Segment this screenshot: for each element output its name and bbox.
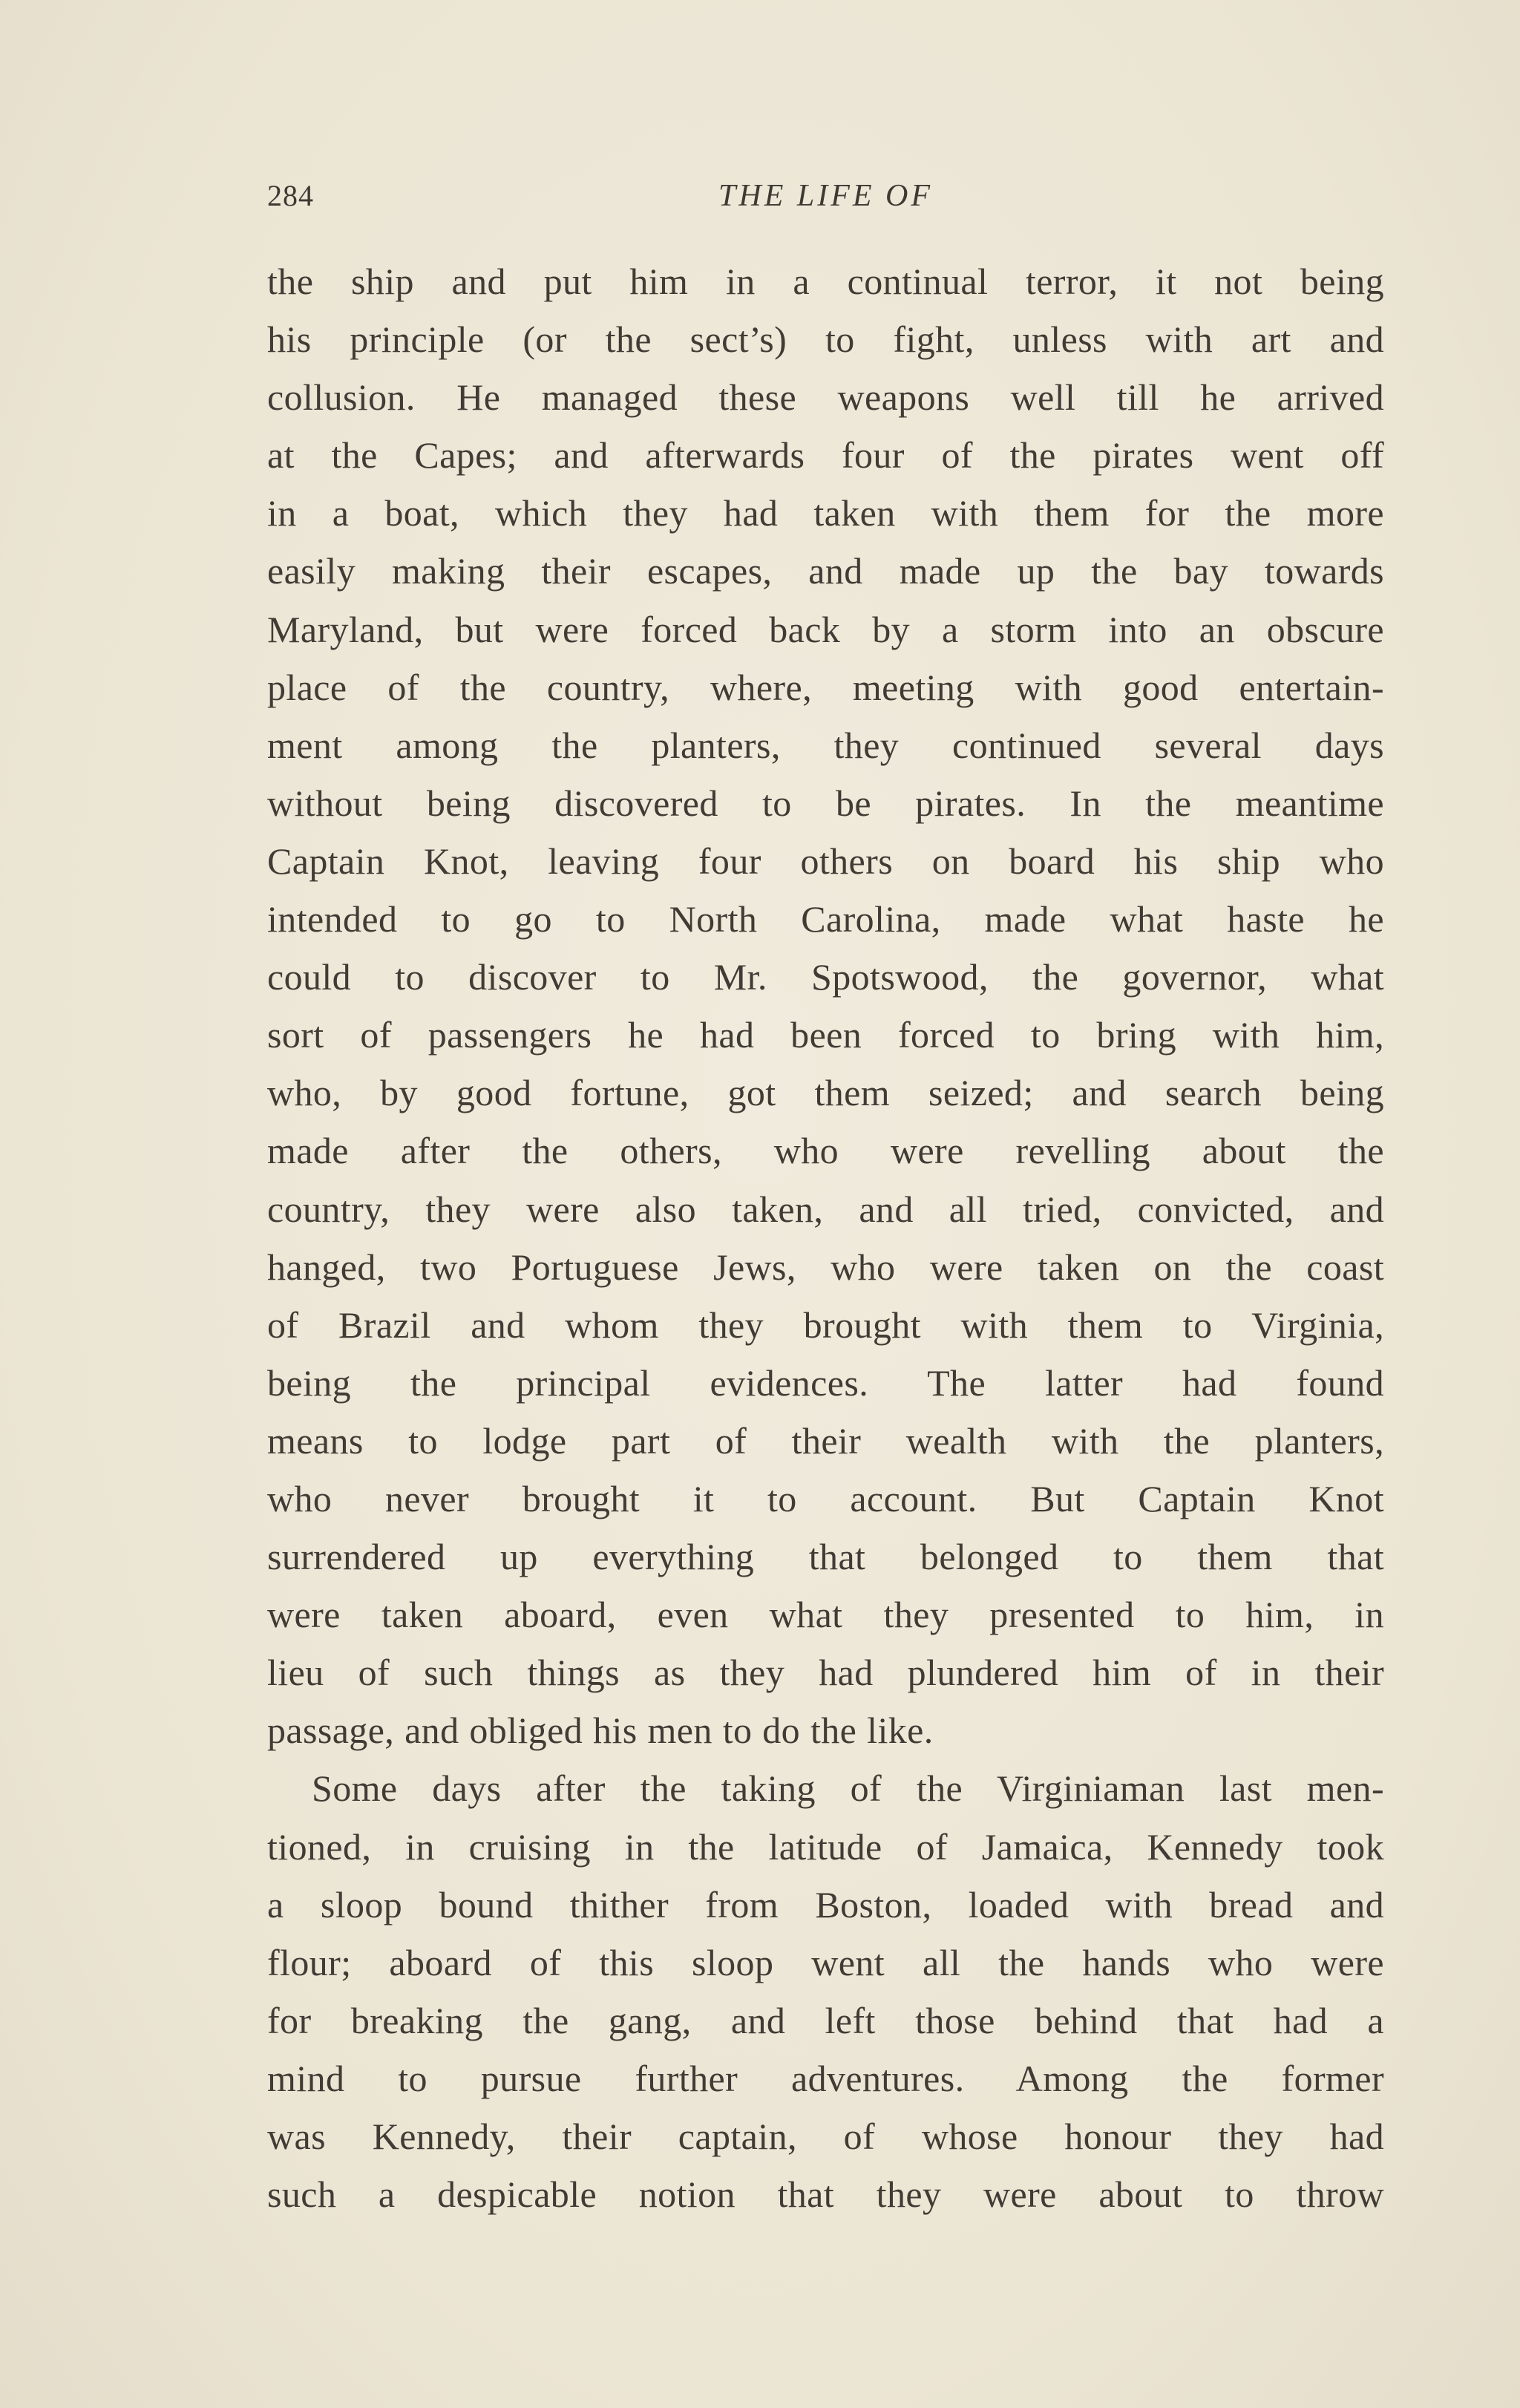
page-number: 284 <box>267 179 314 212</box>
page-header <box>267 178 1384 223</box>
text-line: a sloop bound thither from Boston, loaded with bread and <box>267 1883 1384 1926</box>
text-line: tioned, in cruising in the latitude of Jamaica, Kennedy took <box>267 1825 1384 1868</box>
text-line: country, they were also taken, and all tried, convicted, and <box>267 1188 1384 1230</box>
text-line: was Kennedy, their captain, of whose honour they had <box>267 2116 1384 2157</box>
text-line: could to discover to Mr. Spotswood, the governor, what <box>267 956 1384 998</box>
text-line: passage, and obliged his men to do the like. <box>267 1710 934 1752</box>
text-line: were taken aboard, even what they presented to him, in <box>267 1594 1384 1636</box>
text-line: in a boat, which they had taken with them for the more <box>267 492 1384 534</box>
text-line: lieu of such things as they had plundered him of in their <box>267 1652 1384 1694</box>
body-text <box>267 252 1384 2223</box>
text-line: without being discovered to be pirates. In the meantime <box>267 782 1384 824</box>
text-line: who never brought it to account. But Captain Knot <box>267 1477 1384 1519</box>
paragraph-first-line: Some days after the taking of the Virginiaman last men- <box>312 1767 1384 1810</box>
text-line: for breaking the gang, and left those behind that had a <box>267 1999 1384 2041</box>
text-line: being the principal evidences. The latter had found <box>267 1361 1384 1404</box>
text-line: made after the others, who were revelling about the <box>267 1130 1384 1172</box>
text-line: ment among the planters, they continued several days <box>267 724 1384 766</box>
text-line: his principle (or the sect’s) to fight, unless with art and <box>267 318 1384 361</box>
text-line: place of the country, where, meeting with good entertain- <box>267 666 1384 708</box>
text-line: mind to pursue further adventures. Among the former <box>267 2057 1384 2099</box>
text-line: surrendered up everything that belonged to them that <box>267 1536 1384 1578</box>
text-line: intended to go to North Carolina, made what haste he <box>267 898 1384 940</box>
text-line: easily making their escapes, and made up the bay towards <box>267 550 1384 592</box>
running-head: THE LIFE OF <box>718 179 933 213</box>
text-line: collusion. He managed these weapons well till he arrived <box>267 376 1384 419</box>
text-line: who, by good fortune, got them seized; and search being <box>267 1072 1384 1114</box>
text-line: Maryland, but were forced back by a storm into an obscure <box>267 608 1384 650</box>
text-line: of Brazil and whom they brought with them to Virginia, <box>267 1303 1384 1346</box>
text-line: the ship and put him in a continual terror, it not being <box>267 261 1384 302</box>
text-line: hanged, two Portuguese Jews, who were taken on the coast <box>267 1246 1384 1288</box>
text-line: Captain Knot, leaving four others on board his ship who <box>267 840 1384 882</box>
text-line: at the Capes; and afterwards four of the pirates went off <box>267 434 1384 477</box>
text-line: means to lodge part of their wealth with the planters, <box>267 1419 1384 1462</box>
text-line: such a despicable notion that they were about to throw <box>267 2173 1384 2216</box>
text-line: sort of passengers he had been forced to bring with him, <box>267 1014 1384 1056</box>
text-line: flour; aboard of this sloop went all the hands who were <box>267 1941 1384 1983</box>
